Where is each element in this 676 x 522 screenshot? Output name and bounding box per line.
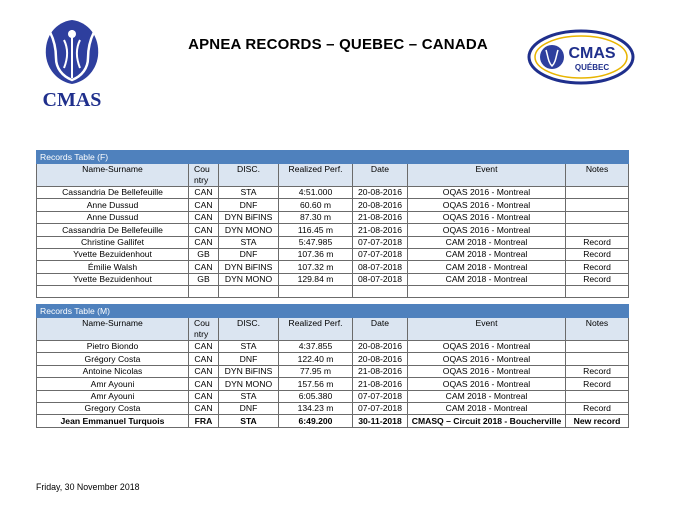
date-cell: 21-08-2016 [353, 378, 408, 390]
notes-cell: Record [566, 236, 629, 248]
records-m-rows [37, 341, 629, 428]
discipline-cell: DYN BiFINS [219, 211, 279, 223]
notes-cell: Record [566, 273, 629, 285]
date-cell: 08-07-2018 [353, 273, 408, 285]
discipline-cell: DYN MONO [219, 224, 279, 236]
date-cell: 07-07-2018 [353, 236, 408, 248]
column-header: DISC. [219, 318, 279, 341]
event-cell: OQAS 2016 - Montreal [408, 224, 566, 236]
notes-cell [566, 390, 629, 402]
event-cell: CAM 2018 - Montreal [408, 273, 566, 285]
footer-date: Friday, 30 November 2018 [36, 482, 140, 492]
cmas-quebec-badge-icon [526, 28, 636, 86]
name-cell: Gregory Costa [37, 402, 189, 414]
notes-cell: Record [566, 378, 629, 390]
name-cell: Émilie Walsh [37, 261, 189, 273]
performance-cell: 87.30 m [279, 211, 353, 223]
table-row [37, 273, 629, 285]
column-header: DISC. [219, 164, 279, 187]
discipline-cell: DYN BiFINS [219, 261, 279, 273]
event-cell: OQAS 2016 - Montreal [408, 365, 566, 377]
event-cell: CAM 2018 - Montreal [408, 402, 566, 414]
performance-cell: 116.45 m [279, 224, 353, 236]
table-row [37, 236, 629, 248]
notes-cell [566, 353, 629, 365]
performance-cell: 77.95 m [279, 365, 353, 377]
performance-cell: 129.84 m [279, 273, 353, 285]
event-cell: OQAS 2016 - Montreal [408, 341, 566, 353]
date-cell: 07-07-2018 [353, 402, 408, 414]
date-cell: 08-07-2018 [353, 261, 408, 273]
name-cell: Anne Dussud [37, 211, 189, 223]
discipline-cell: DNF [219, 402, 279, 414]
table-row [37, 378, 629, 390]
date-cell: 30-11-2018 [353, 415, 408, 427]
name-cell: Anne Dussud [37, 199, 189, 211]
notes-cell [566, 199, 629, 211]
discipline-cell: DYN BiFINS [219, 365, 279, 377]
performance-cell: 134.23 m [279, 402, 353, 414]
column-header: Name-Surname [37, 164, 189, 187]
records-f-rows [37, 187, 629, 286]
performance-cell: 107.36 m [279, 248, 353, 260]
event-cell: OQAS 2016 - Montreal [408, 378, 566, 390]
performance-cell: 107.32 m [279, 261, 353, 273]
country-cell: CAN [189, 353, 219, 365]
name-cell: Amr Ayouni [37, 390, 189, 402]
name-cell: Antoine Nicolas [37, 365, 189, 377]
performance-cell: 60.60 m [279, 199, 353, 211]
country-cell: CAN [189, 211, 219, 223]
notes-cell: Record [566, 365, 629, 377]
page-title: APNEA RECORDS – QUEBEC – CANADA [188, 36, 488, 53]
table-caption: Records Table (F) [37, 151, 629, 164]
performance-cell: 4:37.855 [279, 341, 353, 353]
event-cell: CAM 2018 - Montreal [408, 236, 566, 248]
country-cell: GB [189, 273, 219, 285]
performance-cell: 5:47.985 [279, 236, 353, 248]
table-row [37, 224, 629, 236]
country-cell: CAN [189, 378, 219, 390]
notes-cell [566, 224, 629, 236]
event-cell: CMASQ – Circuit 2018 - Boucherville [408, 415, 566, 427]
column-header: Date [353, 164, 408, 187]
table-row [37, 187, 629, 199]
country-cell: CAN [189, 187, 219, 199]
country-cell: CAN [189, 390, 219, 402]
table-row [37, 261, 629, 273]
notes-cell [566, 211, 629, 223]
date-cell: 21-08-2016 [353, 211, 408, 223]
notes-cell [566, 341, 629, 353]
cmas-logo [36, 14, 108, 110]
column-header: Realized Perf. [279, 164, 353, 187]
table-row [37, 353, 629, 365]
country-cell: CAN [189, 261, 219, 273]
event-cell: OQAS 2016 - Montreal [408, 353, 566, 365]
table-row [37, 415, 629, 427]
empty-row [37, 286, 629, 298]
name-cell: Yvette Bezuidenhout [37, 248, 189, 260]
column-header: Notes [566, 164, 629, 187]
discipline-cell: DNF [219, 353, 279, 365]
discipline-cell: STA [219, 415, 279, 427]
column-header: Name-Surname [37, 318, 189, 341]
name-cell: Grégory Costa [37, 353, 189, 365]
table-row [37, 365, 629, 377]
country-cell: CAN [189, 199, 219, 211]
table-row [37, 199, 629, 211]
column-header: Notes [566, 318, 629, 341]
date-cell: 21-08-2016 [353, 224, 408, 236]
country-cell: CAN [189, 224, 219, 236]
column-header: Date [353, 318, 408, 341]
notes-cell [566, 187, 629, 199]
table-row [37, 390, 629, 402]
table-row [37, 341, 629, 353]
table-row [37, 402, 629, 414]
name-cell: Cassandria De Bellefeuille [37, 187, 189, 199]
notes-cell: Record [566, 261, 629, 273]
discipline-cell: STA [219, 236, 279, 248]
records-table-m [36, 304, 629, 428]
column-header: Event [408, 318, 566, 341]
name-cell: Pietro Biondo [37, 341, 189, 353]
notes-cell: New record [566, 415, 629, 427]
event-cell: CAM 2018 - Montreal [408, 390, 566, 402]
event-cell: OQAS 2016 - Montreal [408, 199, 566, 211]
discipline-cell: STA [219, 390, 279, 402]
cmas-quebec-logo-subtext: QUÉBEC [574, 63, 610, 72]
performance-cell: 4:51.000 [279, 187, 353, 199]
date-cell: 20-08-2016 [353, 341, 408, 353]
column-header: Realized Perf. [279, 318, 353, 341]
performance-cell: 122.40 m [279, 353, 353, 365]
discipline-cell: DNF [219, 199, 279, 211]
table-caption: Records Table (M) [37, 305, 629, 318]
column-header-country: Cou ntry [189, 164, 219, 187]
cmas-emblem-icon [36, 14, 108, 110]
country-cell: CAN [189, 341, 219, 353]
date-cell: 20-08-2016 [353, 353, 408, 365]
date-cell: 20-08-2016 [353, 199, 408, 211]
cmas-quebec-logo-text: CMAS [568, 45, 616, 62]
event-cell: CAM 2018 - Montreal [408, 261, 566, 273]
date-cell: 07-07-2018 [353, 390, 408, 402]
event-cell: OQAS 2016 - Montreal [408, 187, 566, 199]
name-cell: Christine Gallifet [37, 236, 189, 248]
table-row [37, 211, 629, 223]
name-cell: Amr Ayouni [37, 378, 189, 390]
column-header: Event [408, 164, 566, 187]
date-cell: 21-08-2016 [353, 365, 408, 377]
cmas-quebec-logo [526, 28, 636, 86]
notes-cell: Record [566, 402, 629, 414]
name-cell: Cassandria De Bellefeuille [37, 224, 189, 236]
discipline-cell: DNF [219, 248, 279, 260]
discipline-cell: DYN MONO [219, 378, 279, 390]
discipline-cell: STA [219, 187, 279, 199]
discipline-cell: DYN MONO [219, 273, 279, 285]
country-cell: GB [189, 248, 219, 260]
date-cell: 20-08-2016 [353, 187, 408, 199]
name-cell: Jean Emmanuel Turquois [37, 415, 189, 427]
column-header-country: Cou ntry [189, 318, 219, 341]
country-cell: CAN [189, 402, 219, 414]
performance-cell: 6:05.380 [279, 390, 353, 402]
name-cell: Yvette Bezuidenhout [37, 273, 189, 285]
country-cell: CAN [189, 236, 219, 248]
performance-cell: 157.56 m [279, 378, 353, 390]
cmas-logo-text: CMAS [42, 89, 102, 110]
event-cell: OQAS 2016 - Montreal [408, 211, 566, 223]
country-cell: FRA [189, 415, 219, 427]
notes-cell: Record [566, 248, 629, 260]
table-row [37, 248, 629, 260]
performance-cell: 6:49.200 [279, 415, 353, 427]
event-cell: CAM 2018 - Montreal [408, 248, 566, 260]
country-cell: CAN [189, 365, 219, 377]
discipline-cell: STA [219, 341, 279, 353]
date-cell: 07-07-2018 [353, 248, 408, 260]
records-table-f [36, 150, 629, 298]
